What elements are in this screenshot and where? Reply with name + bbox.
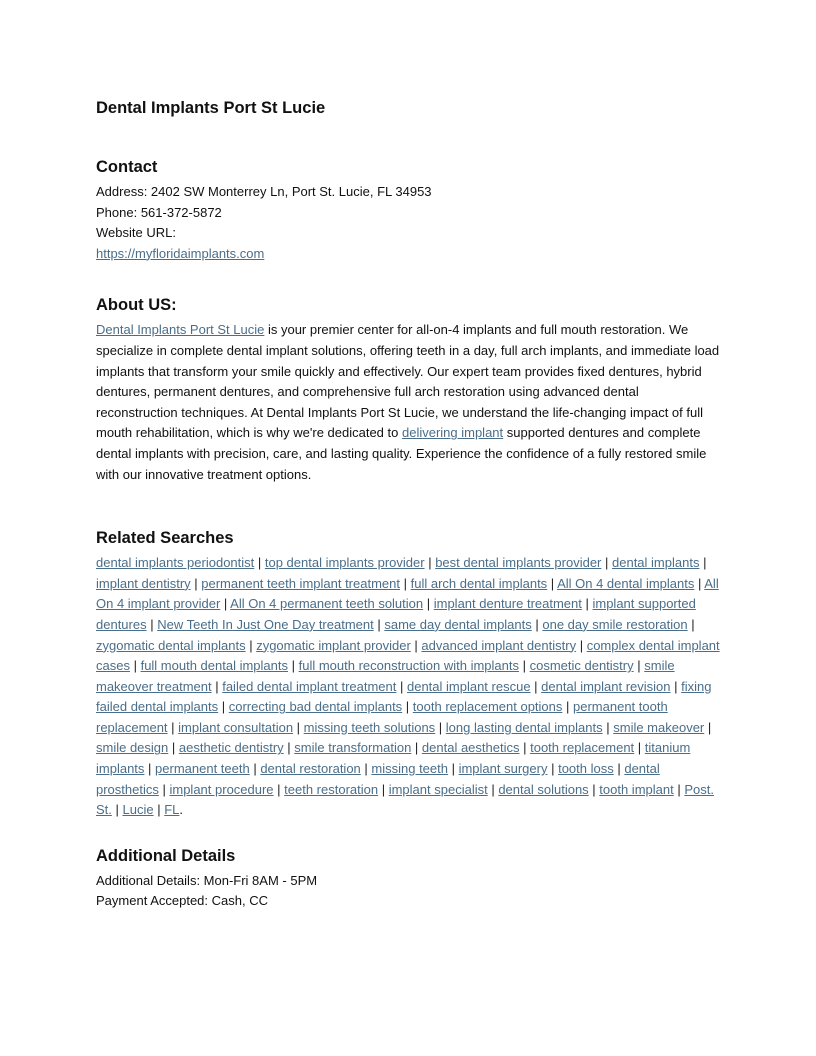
contact-phone: Phone: 561-372-5872 xyxy=(96,204,222,220)
about-paragraph xyxy=(96,320,720,485)
related-search-link[interactable]: dental prosthetics xyxy=(96,761,660,797)
link-separator: | xyxy=(254,555,265,571)
document-content xyxy=(96,96,720,912)
link-separator: | xyxy=(167,719,179,735)
related-search-link[interactable]: dental implant rescue xyxy=(406,678,531,694)
link-separator: | xyxy=(633,658,645,674)
related-search-link[interactable]: teeth restoration xyxy=(284,781,379,797)
additional-details-section xyxy=(96,845,720,912)
related-search-link[interactable]: All On 4 dental implants xyxy=(557,575,695,591)
contact-website-label: Website URL: xyxy=(96,225,176,241)
related-searches-section xyxy=(96,527,720,821)
link-separator: | xyxy=(288,658,299,674)
contact-address: Address: 2402 SW Monterrey Ln, Port St. Lucie, FL 34953 xyxy=(96,184,432,199)
related-search-link[interactable]: fixing failed dental implants xyxy=(96,678,712,715)
link-separator: | xyxy=(531,616,543,632)
link-separator: | xyxy=(129,658,141,674)
link-separator: | xyxy=(218,699,229,715)
related-search-link[interactable]: FL xyxy=(164,802,180,818)
link-separator: | xyxy=(190,575,202,591)
related-search-link[interactable]: tooth replacement options xyxy=(412,699,563,715)
related-search-link[interactable]: implant specialist xyxy=(388,781,488,797)
related-search-link[interactable]: implant surgery xyxy=(458,761,548,777)
related-search-link[interactable]: full mouth reconstruction with implants xyxy=(298,658,519,674)
related-search-link[interactable]: dental implants xyxy=(612,555,700,571)
related-search-link[interactable]: long lasting dental implants xyxy=(445,719,603,735)
about-text-2: supported dentures and complete dental implants with precision, care, and lasting quality. Experience the confidence of a fully restored smile with our innovative treatment options. xyxy=(96,425,707,482)
link-separator: | xyxy=(293,719,304,735)
related-search-link[interactable]: New Teeth In Just One Day treatment xyxy=(157,616,374,632)
related-search-link[interactable]: implant supported dentures xyxy=(96,596,696,632)
related-search-link[interactable]: permanent tooth replacement xyxy=(96,699,668,735)
link-separator: | xyxy=(220,596,231,612)
related-search-link[interactable]: best dental implants provider xyxy=(435,555,602,571)
additional-hours: Additional Details: Mon-Fri 8AM - 5PM xyxy=(96,872,318,888)
related-search-link[interactable]: smile design xyxy=(96,740,169,756)
link-separator: | xyxy=(562,699,574,715)
link-separator: | xyxy=(699,555,707,571)
related-search-link[interactable]: dental implants periodontist xyxy=(96,555,255,571)
link-separator: | xyxy=(588,781,600,797)
related-search-link[interactable]: missing teeth solutions xyxy=(303,719,436,735)
link-separator: | xyxy=(360,761,372,777)
related-search-link[interactable]: Post. St. xyxy=(96,781,714,818)
related-search-link[interactable]: zygomatic implant provider xyxy=(256,637,411,653)
link-separator: | xyxy=(487,781,499,797)
link-separator: | xyxy=(602,719,614,735)
link-separator: | xyxy=(634,740,645,756)
link-separator: | xyxy=(144,761,156,777)
link-separator: | xyxy=(273,781,285,797)
link-separator: | xyxy=(283,740,295,756)
link-separator: | xyxy=(378,781,389,797)
related-search-link[interactable]: implant procedure xyxy=(169,781,274,797)
final-punctuation: . xyxy=(179,802,183,818)
related-search-link[interactable]: top dental implants provider xyxy=(264,555,425,571)
link-separator: | xyxy=(153,802,165,818)
about-section xyxy=(96,294,720,485)
link-separator: | xyxy=(249,761,261,777)
related-search-link[interactable]: one day smile restoration xyxy=(542,616,688,632)
related-search-link[interactable]: titanium implants xyxy=(96,740,691,777)
link-separator: | xyxy=(146,616,158,632)
related-search-link[interactable]: aesthetic dentistry xyxy=(178,740,284,756)
link-separator: | xyxy=(435,719,446,735)
link-separator: | xyxy=(396,678,407,694)
related-search-link[interactable]: tooth replacement xyxy=(530,740,635,756)
link-separator: | xyxy=(601,555,612,571)
related-search-link[interactable]: All On 4 permanent teeth solution xyxy=(230,596,424,612)
link-separator: | xyxy=(530,678,542,694)
additional-payment: Payment Accepted: Cash, CC xyxy=(96,893,268,909)
link-separator: | xyxy=(694,575,705,591)
related-search-link[interactable]: All On 4 implant provider xyxy=(96,575,719,612)
related-search-link[interactable]: Lucie xyxy=(122,802,154,818)
related-search-link[interactable]: correcting bad dental implants xyxy=(228,699,403,715)
link-separator: | xyxy=(519,740,531,756)
contact-heading: Contact xyxy=(96,158,158,176)
related-heading: Related Searches xyxy=(96,529,234,548)
page-title: Dental Implants Port St Lucie xyxy=(96,99,326,117)
related-search-link[interactable]: zygomatic dental implants xyxy=(96,637,246,653)
related-search-link[interactable]: tooth loss xyxy=(558,761,614,777)
about-link-dental-implants[interactable]: Dental Implants Port St Lucie xyxy=(96,322,265,338)
related-links-list xyxy=(96,553,720,821)
related-search-link[interactable]: smile makeover xyxy=(613,719,705,735)
related-search-link[interactable]: smile transformation xyxy=(294,740,412,756)
link-separator: | xyxy=(670,678,682,694)
link-separator: | xyxy=(423,596,434,612)
related-search-link[interactable]: permanent teeth implant treatment xyxy=(201,575,400,591)
link-separator: | xyxy=(373,616,385,632)
related-search-link[interactable]: tooth implant xyxy=(599,781,674,797)
about-heading: About US: xyxy=(96,296,177,315)
link-separator: | xyxy=(424,555,436,571)
related-search-link[interactable]: complex dental implant cases xyxy=(96,637,720,674)
related-search-link[interactable]: advanced implant dentistry xyxy=(421,637,577,653)
related-search-link[interactable]: missing teeth xyxy=(371,761,448,777)
link-separator: | xyxy=(447,761,459,777)
related-search-link[interactable]: dental aesthetics xyxy=(421,740,520,756)
related-search-link[interactable]: failed dental implant treatment xyxy=(222,678,397,694)
related-search-link[interactable]: implant consultation xyxy=(178,719,294,735)
related-search-link[interactable]: same day dental implants xyxy=(384,616,532,632)
link-separator: | xyxy=(704,719,712,735)
related-search-link[interactable]: implant denture treatment xyxy=(433,596,582,612)
link-separator: | xyxy=(687,616,695,632)
related-search-link[interactable]: permanent teeth xyxy=(155,761,250,777)
website-link[interactable]: https://myfloridaimplants.com xyxy=(96,245,265,261)
related-search-link[interactable]: implant dentistry xyxy=(96,575,191,591)
link-separator: | xyxy=(547,761,559,777)
link-separator: | xyxy=(673,781,685,797)
link-separator: | xyxy=(158,781,170,797)
additional-heading: Additional Details xyxy=(96,846,236,865)
link-separator: | xyxy=(547,575,558,591)
related-search-link[interactable]: cosmetic dentistry xyxy=(529,658,634,674)
related-search-link[interactable]: dental solutions xyxy=(498,781,589,797)
related-search-link[interactable]: dental restoration xyxy=(260,761,361,777)
link-separator: | xyxy=(581,596,593,612)
link-separator: | xyxy=(410,637,422,653)
link-separator: | xyxy=(400,575,411,591)
link-separator: | xyxy=(211,678,223,694)
link-separator: | xyxy=(613,761,625,777)
link-separator: | xyxy=(518,658,530,674)
link-separator: | xyxy=(411,740,422,756)
link-separator: | xyxy=(111,802,123,818)
related-search-link[interactable]: full arch dental implants xyxy=(410,575,548,591)
about-link-delivering-implant[interactable]: delivering implant xyxy=(401,425,504,441)
related-search-link[interactable]: full mouth dental implants xyxy=(140,658,288,674)
link-separator: | xyxy=(245,637,257,653)
contact-section xyxy=(96,156,720,264)
link-separator: | xyxy=(576,637,587,653)
related-search-link[interactable]: dental implant revision xyxy=(541,678,671,694)
about-text-1: is your premier center for all-on-4 implants and full mouth restoration. We specialize in complete dental implant solutions, offering teeth in a day, full arch implants, and immediate load implants that transform your smile quickly and effectively. Our expert team provides fixed dentures, hybrid dentures, permanent dentures, and comprehensive full arch restoration using advanced dental reconstruction techniques. At Dental Implants Port St Lucie, we understand the life-changing impact of full mouth rehabilitation, which is why we're dedicated to xyxy=(96,322,720,441)
link-separator: | xyxy=(168,740,179,756)
related-search-link[interactable]: smile makeover treatment xyxy=(96,658,675,694)
link-separator: | xyxy=(402,699,413,715)
